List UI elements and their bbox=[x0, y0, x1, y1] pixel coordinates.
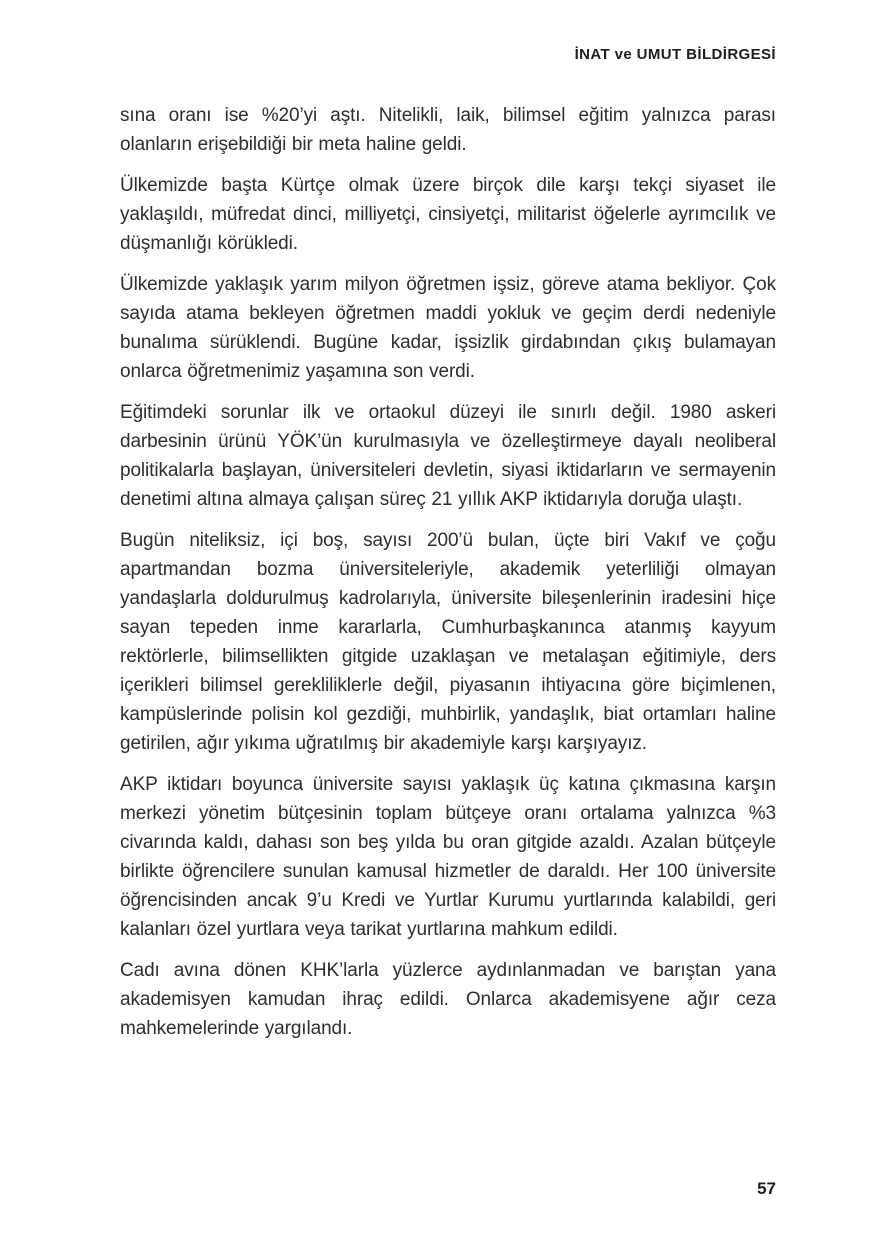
paragraph: Ülkemizde yaklaşık yarım milyon öğretmen işsiz, göreve atama bekliyor. Çok sayıda atama bekleyen öğretmen maddi yokluk ve geçim derdi nedeniyle bunalıma sürüklendi. Bugüne kadar, işsizlik girdabından çıkış bulamayan onlarca öğretmenimiz yaşamına son verdi. bbox=[120, 274, 776, 382]
paragraph: sına oranı ise %20’yi aştı. Nitelikli, laik, bilimsel eğitim yalnızca parası olanların erişebildiği bir meta haline geldi. bbox=[120, 105, 776, 155]
paragraph: Cadı avına dönen KHK’larla yüzlerce aydınlanmadan ve barıştan yana akademisyen kamudan ihraç edildi. Onlarca akademisyene ağır ceza mahkemelerinde yargılandı. bbox=[120, 960, 776, 1039]
paragraph: AKP iktidarı boyunca üniversite sayısı yaklaşık üç katına çıkmasına karşın merkezi yönetim bütçesinin toplam bütçeye oranı ortalama yalnızca %3 civarında kaldı, dahası son beş yılda bu oran gitgide azaldı. Azalan bütçeyle birlikte öğrencilere sunulan kamusal hizmetler de daraldı. Her 100 üniversite öğrencisinden ancak 9’u Kredi ve Yurtlar Kurumu yurtlarında kalabildi, geri kalanları özel yurtlara veya tarikat yurtlarına mahkum edildi. bbox=[120, 774, 776, 940]
page-content-area bbox=[120, 0, 776, 1241]
body-text-block bbox=[120, 101, 776, 1055]
running-header-title: İNAT ve UMUT BİLDİRGESİ bbox=[574, 46, 776, 63]
paragraph: Ülkemizde başta Kürtçe olmak üzere birçok dile karşı tekçi siyaset ile yaklaşıldı, müfredat dinci, milliyetçi, cinsiyetçi, militarist öğelerle ayrımcılık ve düşmanlığı körükledi. bbox=[120, 175, 776, 254]
paragraph: Eğitimdeki sorunlar ilk ve ortaokul düzeyi ile sınırlı değil. 1980 askeri darbesinin ürünü YÖK’ün kurulmasıyla ve özelleştirmeye dayalı neoliberal politikalarla başlayan, üniversiteleri devletin, siyasi iktidarların ve sermayenin denetimi altına almaya çalışan süreç 21 yıllık AKP iktidarıyla doruğa ulaştı. bbox=[120, 402, 776, 510]
paragraph: Bugün niteliksiz, içi boş, sayısı 200’ü bulan, üçte biri Vakıf ve çoğu apartmandan bozma üniversiteleriyle, akademik yeterliliği olmayan yandaşlarla doldurulmuş kadrolarıyla, üniversite bileşenlerinin iradesini hiçe sayan tepeden inme kararlarla, Cumhurbaşkanınca atanmış kayyum rektörlerle, bilimsellikten gitgide uzaklaşan ve metalaşan eğitimiyle, ders içerikleri bilimsel gerekliliklerle değil, piyasanın ihtiyacına göre biçimlenen, kampüslerinde polisin kol gezdiği, muhbirlik, yandaşlık, biat ortamları haline getirilen, ağır yıkıma uğratılmış bir akademiyle karşı karşıyayız. bbox=[120, 530, 776, 754]
page-number: 57 bbox=[757, 1179, 776, 1198]
